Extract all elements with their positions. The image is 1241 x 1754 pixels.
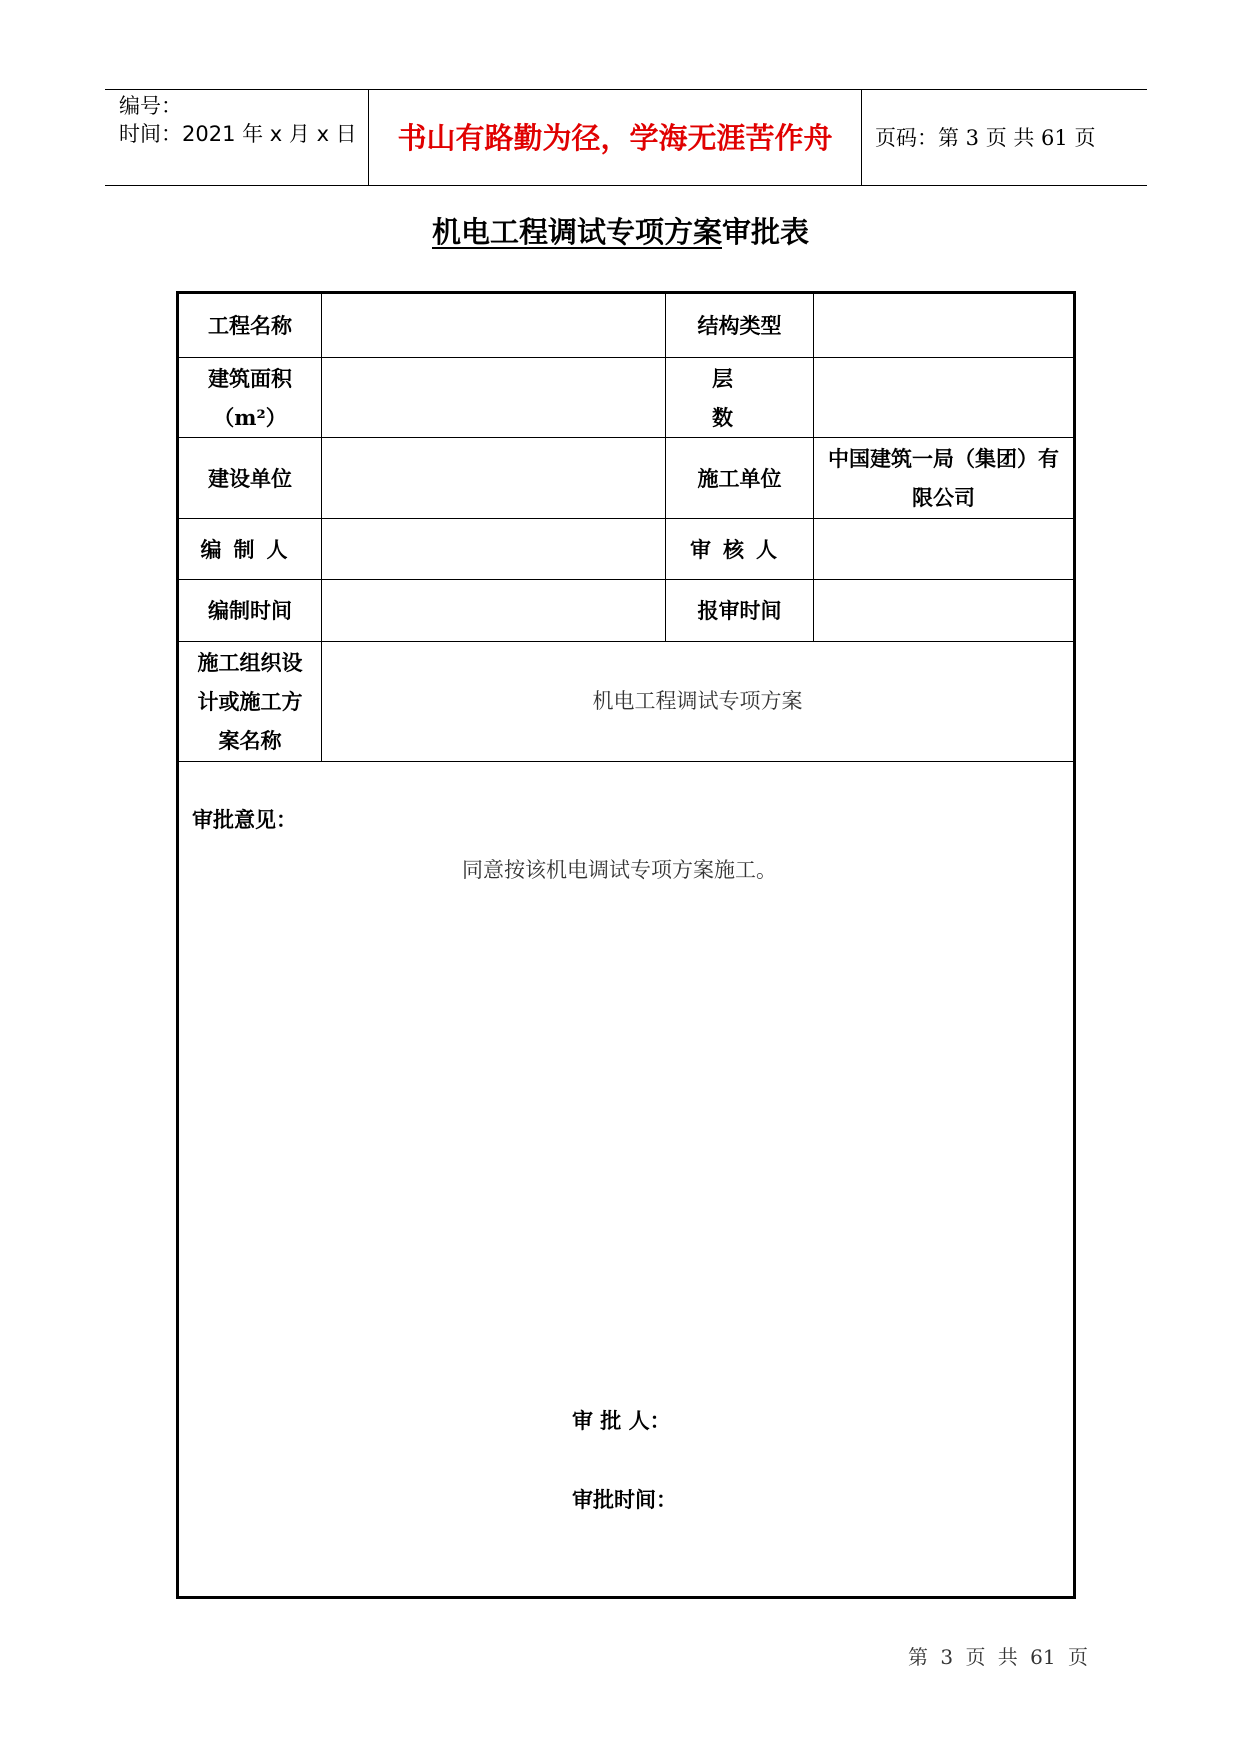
constructor-label: 施工单位 [697, 465, 782, 491]
document-title-rest: 审批表 [722, 215, 810, 249]
structure-type-label: 结构类型 [697, 313, 782, 338]
approver-label: 审 批 人： [572, 1408, 671, 1433]
header-divider [861, 90, 862, 185]
header-motto: 书山有路勤为径，学海无涯苦作舟 [397, 121, 833, 155]
page-header [105, 89, 1147, 186]
header-meta [119, 92, 357, 148]
plan-name-label-line1: 施工组织设 [197, 650, 303, 675]
serial-number-label: 编号： [119, 94, 182, 118]
approval-opinion-text: 同意按该机电调试专项方案施工。 [462, 858, 777, 882]
table-rule [179, 761, 1073, 762]
approval-form [176, 291, 1076, 1599]
document-title-underlined: 机电工程调试专项方案 [431, 215, 722, 249]
plan-name-value: 机电工程调试专项方案 [592, 689, 803, 713]
approval-time-label: 审批时间： [572, 1487, 677, 1512]
building-area-value [322, 358, 665, 437]
author-value [322, 519, 665, 579]
plan-name-label-line3: 案名称 [218, 728, 282, 753]
page-footer: 第 3 页 共 61 页 [908, 1645, 1088, 1669]
date-label: 时间：2021 年 x 月 x 日 [119, 122, 357, 146]
submit-time-value [814, 580, 1073, 641]
constructor-value-line2: 限公司 [912, 485, 975, 510]
floors-label: 层 数 [712, 365, 767, 430]
constructor-value [814, 438, 1073, 518]
building-area-unit: （m²） [213, 404, 287, 430]
author-label: 编制人 [200, 536, 300, 562]
reviewer-value [814, 519, 1073, 579]
building-area-label [179, 358, 321, 437]
floors-value [814, 358, 1073, 437]
builder-value [322, 438, 665, 518]
structure-type-value [814, 294, 1073, 357]
constructor-value-line1: 中国建筑一局（集团）有 [828, 446, 1059, 471]
builder-label: 建设单位 [208, 465, 292, 491]
approval-opinion-label: 审批意见： [192, 807, 297, 832]
reviewer-label: 审核人 [690, 536, 789, 562]
submit-time-label: 报审时间 [697, 598, 782, 623]
compile-time-label: 编制时间 [208, 598, 292, 623]
document-title [0, 210, 1241, 251]
project-name-label: 工程名称 [208, 313, 292, 338]
building-area-label-line1: 建筑面积 [208, 365, 292, 391]
header-page-info: 页码：第 3 页 共 61 页 [875, 126, 1096, 150]
plan-name-label [179, 642, 321, 761]
compile-time-value [322, 580, 665, 641]
plan-name-label-line2: 计或施工方 [197, 689, 303, 714]
project-name-value [322, 294, 665, 357]
